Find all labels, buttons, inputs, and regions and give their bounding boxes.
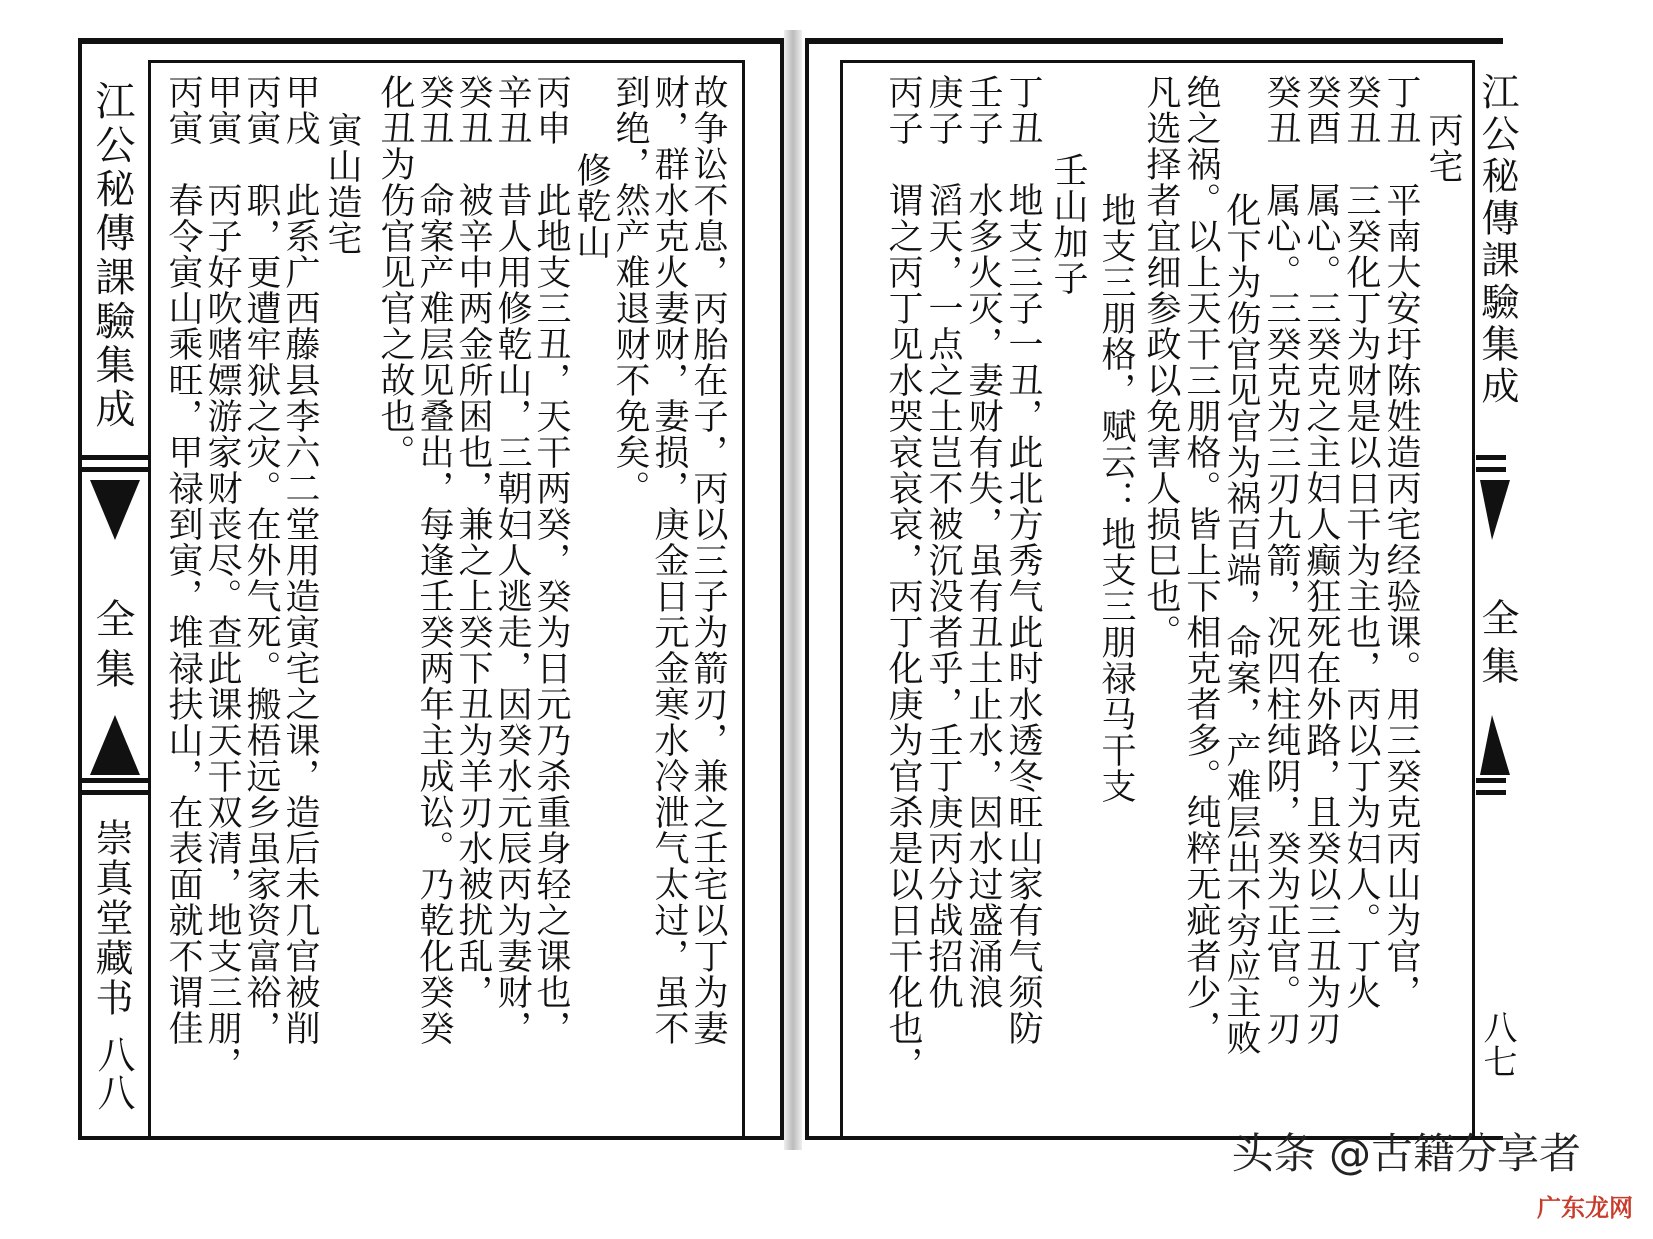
right-left-border: [805, 38, 809, 1140]
book-gutter: [784, 30, 802, 1150]
text-column: 丙寅 春令寅山乘旺，甲禄到寅，堆禄扶山，在表面就不谓佳: [163, 74, 203, 1046]
right-inner-top: [840, 60, 1474, 63]
left-outer-border: [78, 38, 82, 1140]
right-margin-triangle: [1480, 715, 1510, 775]
text-column: 财，群水克火妻财，妻损，庚金日元金寒水冷泄气太过，虽不: [649, 74, 689, 1046]
text-column: 丁丑 地支三子一丑，此北方秀气此时水透冬旺山家有气须防: [1003, 74, 1043, 1046]
watermark-text: 头条 @古籍分享者: [1231, 1129, 1581, 1178]
text-column: 丙寅 职，更遭牢狱之灾。在外气死。搬梧远乡虽家资富裕，: [241, 74, 281, 1046]
left-page-number: 八八: [91, 1035, 135, 1111]
text-column: 绝之祸。以上天干三朋格。皆上下相克者多。纯粹无疵者少，: [1181, 74, 1221, 1046]
text-column: 甲戌 此系广西藤县李六二堂用造寅宅之课，造后未几官被削: [280, 74, 320, 1046]
right-top-border: [805, 38, 1503, 44]
text-column: 甲寅 丙子好吹赌嫖游家财丧尽。查此课天干双清，地支三朋，: [202, 74, 242, 1082]
text-column: 故争讼不息，丙胎在子，丙以三子为箭刃，兼之壬宅以丁为妻: [688, 74, 728, 1046]
text-column: 辛丑 昔人用修乾山，三朝妇人逃走，因癸水元辰丙为妻财，: [492, 74, 532, 1046]
left-margin-rule: [82, 778, 148, 783]
text-column: 丙子 谓之丙丁见水哭哀哀哀，丙丁化庚为官杀是以日干化也，: [883, 74, 923, 1082]
text-column: 癸丑 被辛中两金所困也，兼之上癸下丑为羊刃水被扰乱，: [453, 74, 493, 1010]
right-page-number: 八七: [1477, 1010, 1517, 1078]
site-mark: 广东龙网: [1537, 1194, 1633, 1222]
section-heading: 壬山加子: [1048, 152, 1088, 296]
left-margin-rule: [82, 455, 148, 460]
text-column: 癸丑 三癸化丁为财是以日干为主也，丙以丁为妇人。丁火: [1341, 74, 1381, 1010]
text-column: 庚子 滔天，一点之土岂不被沉没者乎，壬丁庚丙分战招仇: [923, 74, 963, 1010]
left-margin-publisher: 崇真堂藏书: [89, 818, 133, 1018]
right-inner-left: [840, 60, 843, 1136]
left-inner-right: [742, 60, 745, 1136]
text-column: 到绝，然产难退财不免矣。: [610, 74, 650, 506]
section-heading: 寅山造宅: [322, 112, 362, 256]
left-margin-title: 江公秘傳課驗集成: [89, 80, 135, 432]
text-column: 癸酉 属心。三癸克之主妇人癫狂死在外路，且癸以三丑为刃: [1301, 74, 1341, 1046]
right-margin-rule: [1476, 455, 1506, 460]
left-top-border: [78, 38, 784, 44]
right-margin-title: 江公秘傳課驗集成: [1475, 72, 1519, 408]
text-column: 壬子 水多火灭，妻财有失，虽有丑土止水，因水过盛涌浪: [963, 74, 1003, 1010]
left-margin-triangle: [90, 715, 140, 775]
text-column: 癸丑 属心。三癸克为三刃九箭，况四柱纯阴，癸为正官。刃: [1261, 74, 1301, 1046]
left-inner-top: [148, 60, 742, 63]
left-margin-rule: [82, 467, 148, 472]
text-column: 地支三朋格，赋云：地支三朋禄马干支: [1096, 192, 1136, 804]
section-heading: 丙宅: [1423, 112, 1463, 184]
right-margin-triangle: [1480, 480, 1510, 540]
text-column: 凡选择者宜细参政以免害人损巳也。: [1141, 74, 1181, 650]
right-margin-rule: [1476, 778, 1506, 783]
text-column: 丙申 此地支三丑，天干两癸，癸为日元乃杀重身轻之课也，: [531, 74, 571, 1046]
section-heading: 修乾山: [571, 152, 611, 260]
text-column: 丁丑 平南大安圩陈姓造丙宅经验课。用三癸克丙山为官，: [1381, 74, 1421, 1010]
right-margin-rule: [1476, 790, 1506, 795]
left-bottom-border: [78, 1136, 784, 1140]
text-column: 化下为伤官见官为祸百端，命案，产难层出不穷应主败: [1221, 192, 1261, 1056]
right-margin-volume: 全集: [1475, 598, 1519, 694]
left-margin-triangle: [90, 480, 140, 540]
right-margin-rule: [1476, 467, 1506, 472]
left-margin-divider: [148, 62, 151, 1140]
left-margin-rule: [82, 790, 148, 795]
text-column: 癸丑 命案产难层见叠出，每逢壬癸两年主成讼。乃乾化癸癸: [414, 74, 454, 1046]
left-margin-volume: 全集: [89, 598, 135, 698]
text-column: 化丑为伤官见官之故也。: [375, 74, 415, 470]
